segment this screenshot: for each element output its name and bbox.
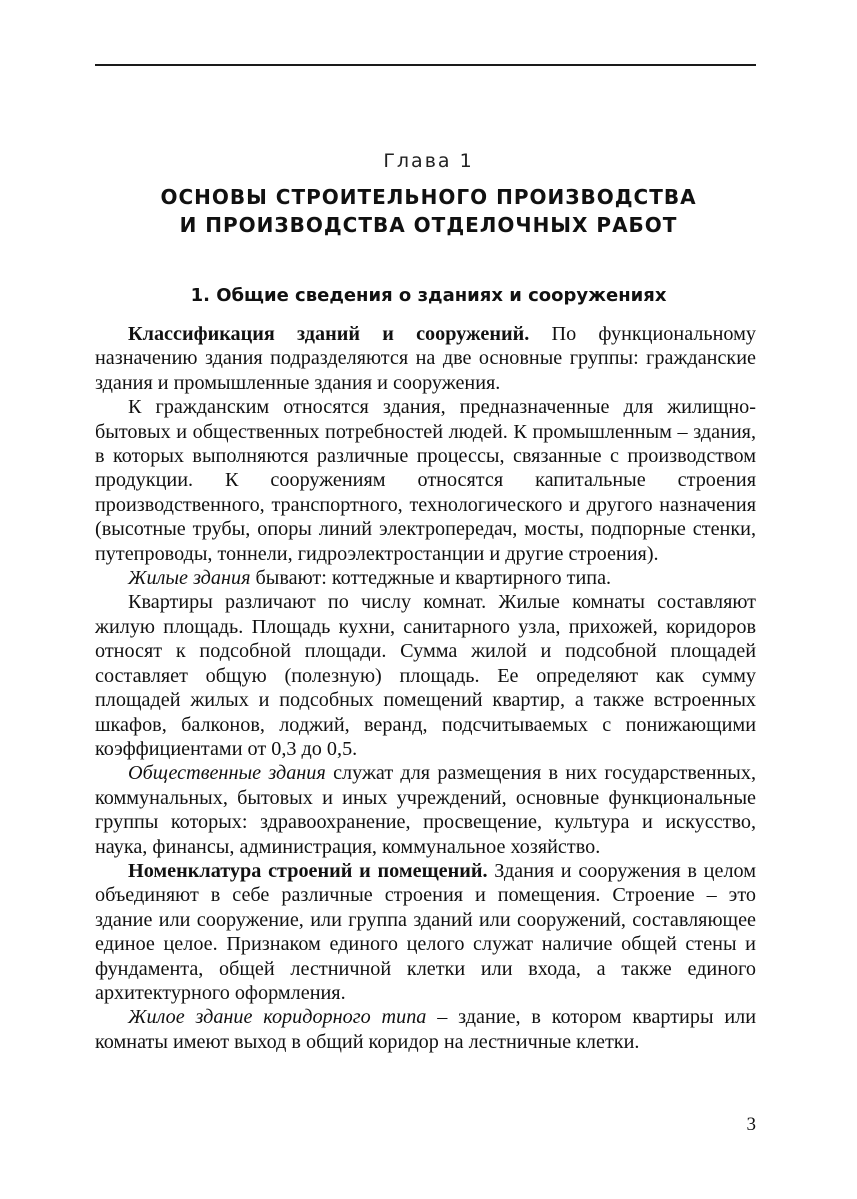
paragraph-text: служат для размещения в них государственных, коммунальных, бытовых и иных учреждений, основные функциональные группы которых: здравоохранение, просвещение, культура и искусство, наука, финансы, администрация, коммунальное хозяйство. xyxy=(95,762,756,858)
paragraph-lead: Жилое здание коридорного типа xyxy=(128,1006,427,1029)
paragraph-lead: Общественные здания xyxy=(128,762,326,785)
paragraph-text: По функциональному назначению здания подразделяются на две основные группы: гражданские здания и промышленные здания и сооружения. xyxy=(95,323,756,394)
paragraph xyxy=(95,566,756,590)
chapter-label: Глава 1 xyxy=(383,150,474,172)
paragraph-text: бывают: коттеджные и квартирного типа. xyxy=(250,567,612,590)
chapter-title-line-1: ОСНОВЫ СТРОИТЕЛЬНОГО ПРОИЗВОДСТВА xyxy=(160,185,697,209)
page-number: 3 xyxy=(746,1114,756,1135)
paragraph xyxy=(95,590,756,761)
paragraph-lead: Жилые здания xyxy=(128,567,251,590)
paragraph xyxy=(95,859,756,1005)
chapter-title xyxy=(0,183,857,239)
paragraph xyxy=(95,322,756,395)
paragraph-lead: Номенклатура строений и помещений. xyxy=(128,859,488,882)
body-text xyxy=(95,322,756,1054)
paragraph xyxy=(95,395,756,566)
section-title: 1. Общие сведения о зданиях и сооружениях xyxy=(190,285,667,306)
paragraph-text: Здания и сооружения в целом объединяют в себе различные строения и помещения. Строение – это здание или сооружение, или группа зданий или сооружений, составляющее единое целое. Признаком единого целого служат наличие общей стены и фундамента, общей лестничной клетки или входа, а также единого архитектурного оформления. xyxy=(95,859,756,1004)
paragraph xyxy=(95,1005,756,1054)
paragraph-text: К гражданским относятся здания, предназначенные для жилищно-бытовых и общественных потребностей людей. К промышленным – здания, в которых выполняются различные процессы, связанные с производством продукции. К сооружениям относятся капитальные строения производственного, транспортного, технологического и другого назначения (высотные трубы, опоры линий электропередач, мосты, подпорные стенки, путепроводы, тоннели, гидроэлектростанции и другие строения). xyxy=(95,396,756,565)
header-rule xyxy=(95,64,756,66)
paragraph-text: – здание, в котором квартиры или комнаты имеют выход в общий коридор на лестничные клетки. xyxy=(95,1006,757,1053)
paragraph-lead: Классификация зданий и сооружений. xyxy=(128,323,530,345)
chapter-title-line-2: И ПРОИЗВОДСТВА ОТДЕЛОЧНЫХ РАБОТ xyxy=(179,213,678,237)
paragraph xyxy=(95,761,756,859)
paragraph-text: Квартиры различают по числу комнат. Жилые комнаты составляют жилую площадь. Площадь кухни, санитарного узла, прихожей, коридоров относят к подсобной площади. Сумма жилой и подсобной площадей составляет общую (полезную) площадь. Ее определяют как сумму площадей жилых и подсобных помещений квартир, а также встроенных шкафов, балконов, лоджий, веранд, подсчитываемых с понижающими коэффициентами от 0,3 до 0,5. xyxy=(95,591,756,760)
